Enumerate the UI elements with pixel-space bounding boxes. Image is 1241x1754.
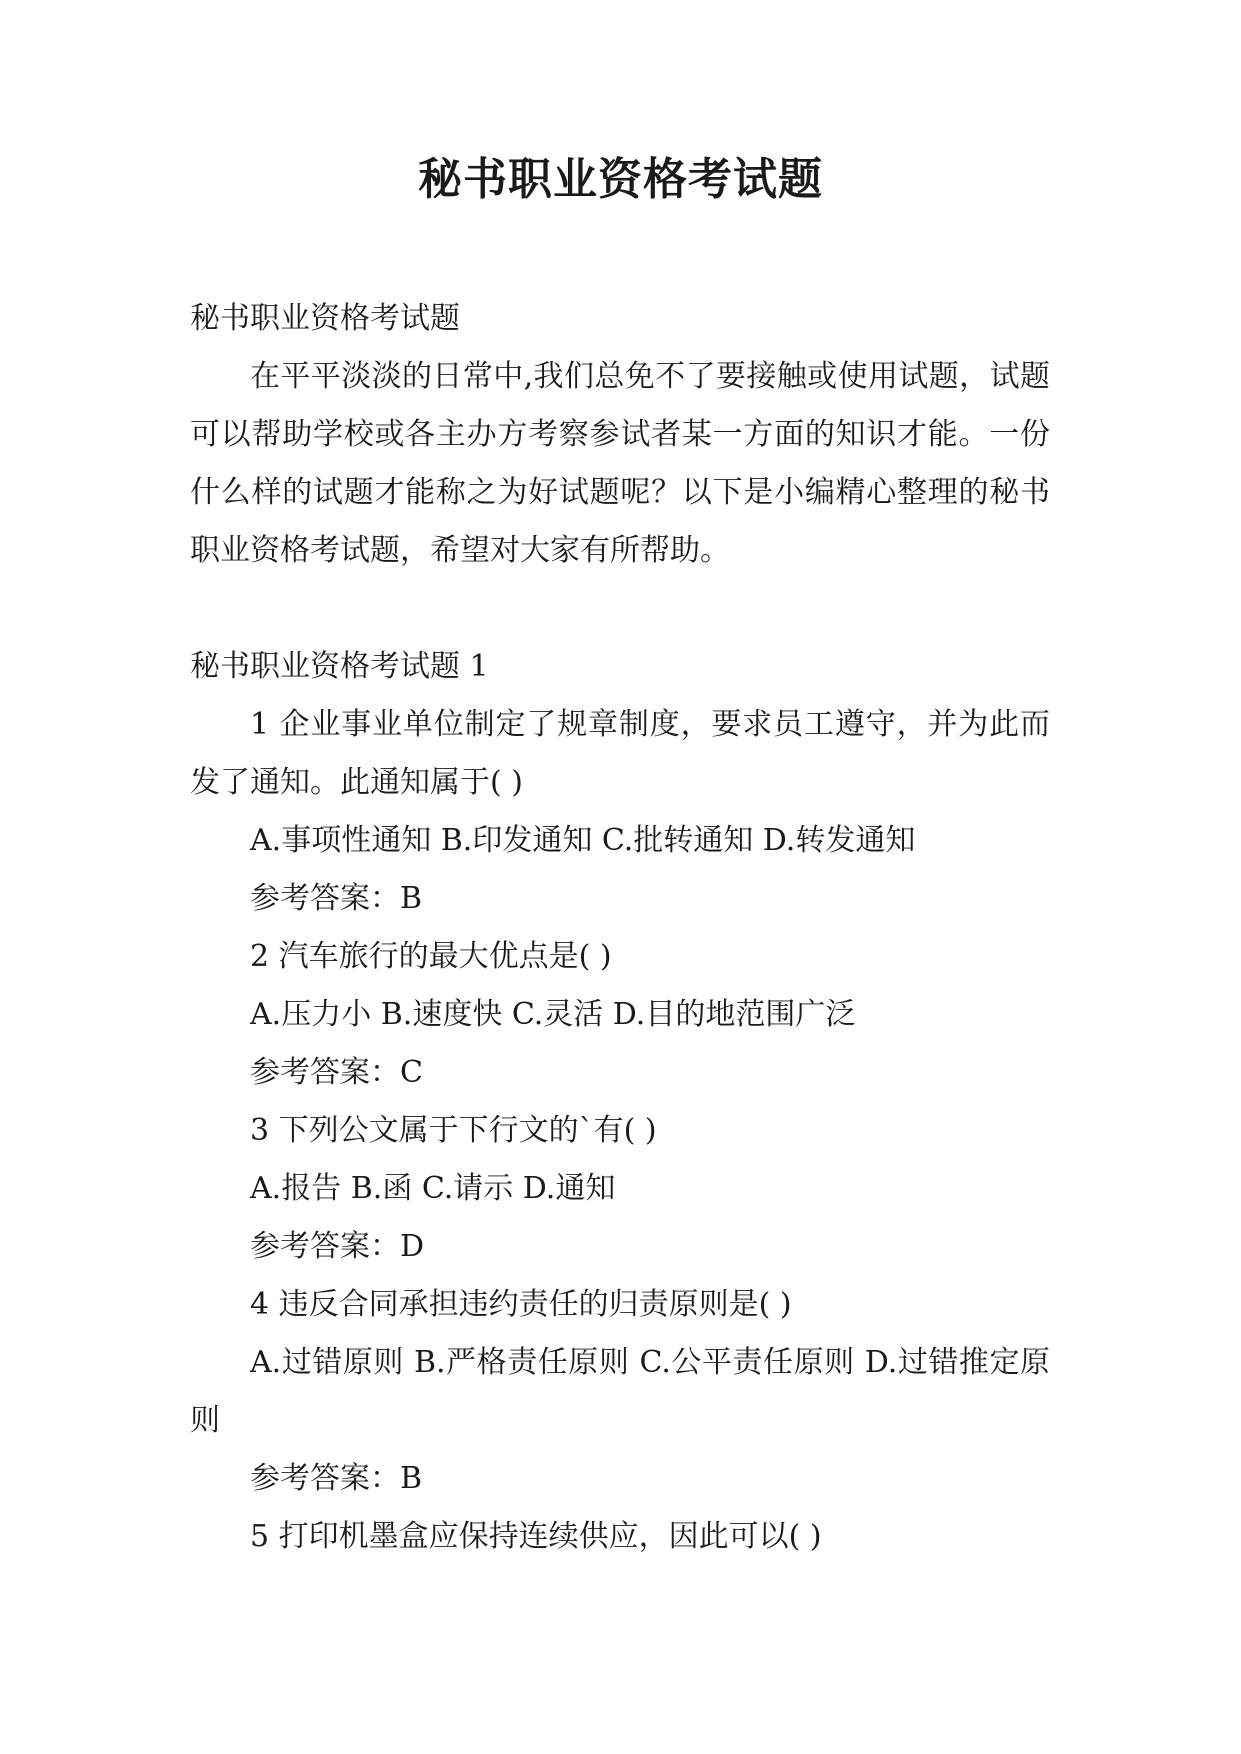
paragraph-gap (190, 580, 1050, 638)
question-3: 3 下列公文属于下行文的`有( ) (250, 1113, 657, 1148)
question-4-answer: 参考答案：B (250, 1461, 423, 1496)
question-1: 1 企业事业单位制定了规章制度，要求员工遵守，并为此而发了通知。此通知属于( ) (190, 707, 1050, 800)
question-5: 5 打印机墨盒应保持连续供应，因此可以( ) (250, 1519, 822, 1554)
intro-paragraph: 在平平淡淡的日常中,我们总免不了要接触或使用试题，试题可以帮助学校或各主办方考察参试者某一方面的知识才能。一份什么样的试题才能称之为好试题呢？以下是小编精心整理的秘书职业资格考试题，希望对大家有所帮助。 (190, 359, 1050, 568)
question-3-options: A.报告 B.函 C.请示 D.通知 (250, 1171, 616, 1206)
question-2-answer: 参考答案：C (250, 1055, 423, 1090)
part-heading: 秘书职业资格考试题 1 (190, 649, 489, 684)
question-2: 2 汽车旅行的最大优点是( ) (250, 939, 612, 974)
question-1-options: A.事项性通知 B.印发通知 C.批转通知 D.转发通知 (250, 823, 916, 858)
document-title: 秘书职业资格考试题 (418, 154, 823, 205)
question-4: 4 违反合同承担违约责任的归责原则是( ) (250, 1287, 792, 1322)
question-3-answer: 参考答案：D (250, 1229, 425, 1264)
section-heading: 秘书职业资格考试题 (190, 301, 460, 336)
question-4-options: A.过错原则 B.严格责任原则 C.公平责任原则 D.过错推定原则 (190, 1345, 1050, 1438)
question-2-options: A.压力小 B.速度快 C.灵活 D.目的地范围广泛 (250, 997, 856, 1032)
question-1-answer: 参考答案：B (250, 881, 423, 916)
document-body (190, 290, 1050, 1566)
